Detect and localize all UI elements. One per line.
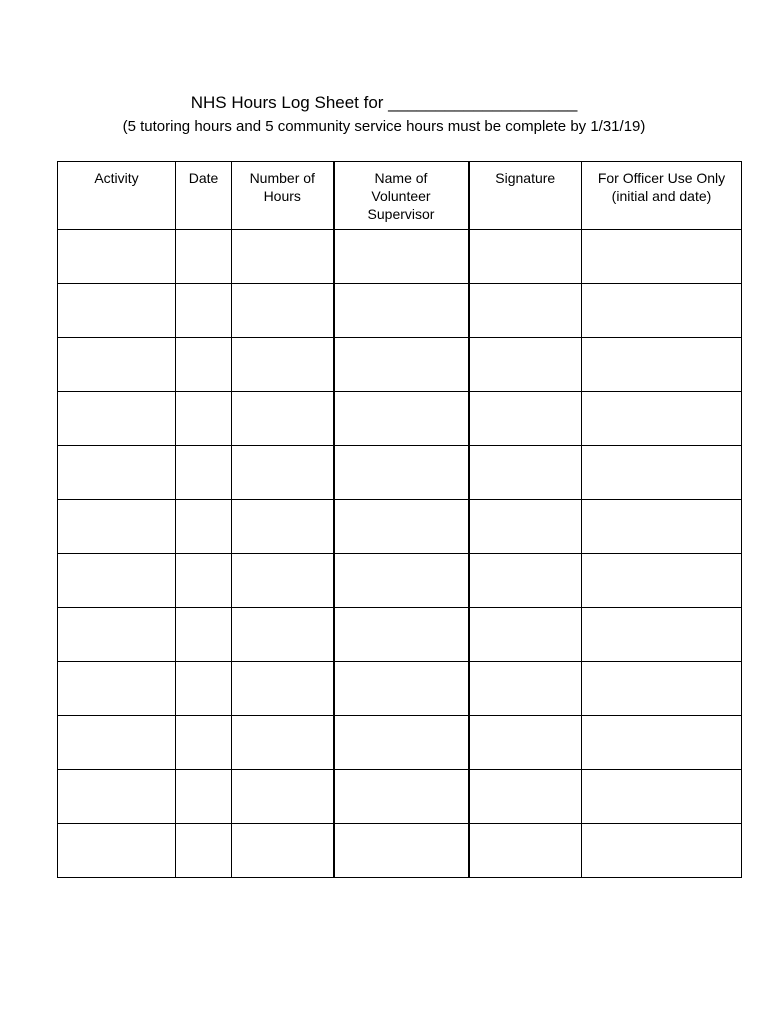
cell-number-of-hours[interactable] <box>232 230 334 284</box>
cell-signature[interactable] <box>469 446 582 500</box>
cell-officer-use[interactable] <box>582 554 742 608</box>
cell-date[interactable] <box>176 500 232 554</box>
cell-number-of-hours[interactable] <box>232 284 334 338</box>
cell-date[interactable] <box>176 716 232 770</box>
cell-date[interactable] <box>176 770 232 824</box>
cell-officer-use[interactable] <box>582 284 742 338</box>
column-header-label: Name of Volunteer Supervisor <box>367 170 435 222</box>
cell-volunteer-supervisor[interactable] <box>334 824 469 878</box>
cell-number-of-hours[interactable] <box>232 770 334 824</box>
cell-signature[interactable] <box>469 284 582 338</box>
column-header-signature <box>469 162 582 230</box>
column-header-label: Signature <box>495 170 556 186</box>
cell-signature[interactable] <box>469 608 582 662</box>
table-row <box>58 554 742 608</box>
cell-number-of-hours[interactable] <box>232 608 334 662</box>
column-header-officer-use <box>582 162 742 230</box>
cell-officer-use[interactable] <box>582 338 742 392</box>
cell-volunteer-supervisor[interactable] <box>334 284 469 338</box>
cell-activity[interactable] <box>58 338 176 392</box>
cell-date[interactable] <box>176 338 232 392</box>
cell-activity[interactable] <box>58 662 176 716</box>
cell-activity[interactable] <box>58 230 176 284</box>
cell-date[interactable] <box>176 662 232 716</box>
cell-number-of-hours[interactable] <box>232 716 334 770</box>
cell-activity[interactable] <box>58 608 176 662</box>
table-row <box>58 338 742 392</box>
cell-officer-use[interactable] <box>582 608 742 662</box>
cell-volunteer-supervisor[interactable] <box>334 662 469 716</box>
cell-signature[interactable] <box>469 500 582 554</box>
cell-signature[interactable] <box>469 230 582 284</box>
cell-officer-use[interactable] <box>582 770 742 824</box>
cell-signature[interactable] <box>469 392 582 446</box>
cell-date[interactable] <box>176 824 232 878</box>
cell-activity[interactable] <box>58 716 176 770</box>
cell-activity[interactable] <box>58 554 176 608</box>
table-row <box>58 500 742 554</box>
page-title: NHS Hours Log Sheet for ____________________ <box>190 93 578 112</box>
table-row <box>58 608 742 662</box>
cell-number-of-hours[interactable] <box>232 824 334 878</box>
cell-activity[interactable] <box>58 500 176 554</box>
column-header-label: Activity <box>94 170 139 186</box>
table-row <box>58 392 742 446</box>
cell-date[interactable] <box>176 608 232 662</box>
cell-officer-use[interactable] <box>582 230 742 284</box>
cell-date[interactable] <box>176 284 232 338</box>
cell-officer-use[interactable] <box>582 662 742 716</box>
cell-number-of-hours[interactable] <box>232 446 334 500</box>
cell-volunteer-supervisor[interactable] <box>334 554 469 608</box>
cell-date[interactable] <box>176 554 232 608</box>
cell-signature[interactable] <box>469 824 582 878</box>
table-row <box>58 824 742 878</box>
table-row <box>58 230 742 284</box>
cell-activity[interactable] <box>58 770 176 824</box>
cell-signature[interactable] <box>469 770 582 824</box>
cell-volunteer-supervisor[interactable] <box>334 338 469 392</box>
table-row <box>58 770 742 824</box>
column-header-activity <box>58 162 176 230</box>
cell-volunteer-supervisor[interactable] <box>334 230 469 284</box>
cell-number-of-hours[interactable] <box>232 554 334 608</box>
column-header-label: For Officer Use Only (initial and date) <box>597 170 726 204</box>
cell-volunteer-supervisor[interactable] <box>334 770 469 824</box>
column-header-number-of-hours <box>232 162 334 230</box>
hours-log-table <box>57 161 742 878</box>
cell-officer-use[interactable] <box>582 392 742 446</box>
cell-activity[interactable] <box>58 824 176 878</box>
cell-volunteer-supervisor[interactable] <box>334 716 469 770</box>
cell-volunteer-supervisor[interactable] <box>334 392 469 446</box>
cell-activity[interactable] <box>58 446 176 500</box>
cell-number-of-hours[interactable] <box>232 500 334 554</box>
cell-date[interactable] <box>176 392 232 446</box>
table-body <box>58 230 742 878</box>
page-subtitle: (5 tutoring hours and 5 community service hours must be complete by 1/31/19) <box>122 118 646 135</box>
table-row <box>58 662 742 716</box>
cell-number-of-hours[interactable] <box>232 338 334 392</box>
cell-activity[interactable] <box>58 284 176 338</box>
cell-activity[interactable] <box>58 392 176 446</box>
cell-volunteer-supervisor[interactable] <box>334 500 469 554</box>
cell-signature[interactable] <box>469 662 582 716</box>
cell-date[interactable] <box>176 230 232 284</box>
cell-signature[interactable] <box>469 716 582 770</box>
cell-volunteer-supervisor[interactable] <box>334 446 469 500</box>
cell-officer-use[interactable] <box>582 716 742 770</box>
table-header-row <box>58 162 742 230</box>
cell-volunteer-supervisor[interactable] <box>334 608 469 662</box>
column-header-label: Number of Hours <box>249 170 315 204</box>
cell-date[interactable] <box>176 446 232 500</box>
cell-officer-use[interactable] <box>582 446 742 500</box>
cell-number-of-hours[interactable] <box>232 392 334 446</box>
table-row <box>58 284 742 338</box>
cell-signature[interactable] <box>469 554 582 608</box>
cell-officer-use[interactable] <box>582 500 742 554</box>
column-header-date <box>176 162 232 230</box>
table-row <box>58 446 742 500</box>
table-row <box>58 716 742 770</box>
cell-signature[interactable] <box>469 338 582 392</box>
cell-officer-use[interactable] <box>582 824 742 878</box>
cell-number-of-hours[interactable] <box>232 662 334 716</box>
column-header-label: Date <box>188 170 219 186</box>
column-header-volunteer-supervisor <box>334 162 469 230</box>
